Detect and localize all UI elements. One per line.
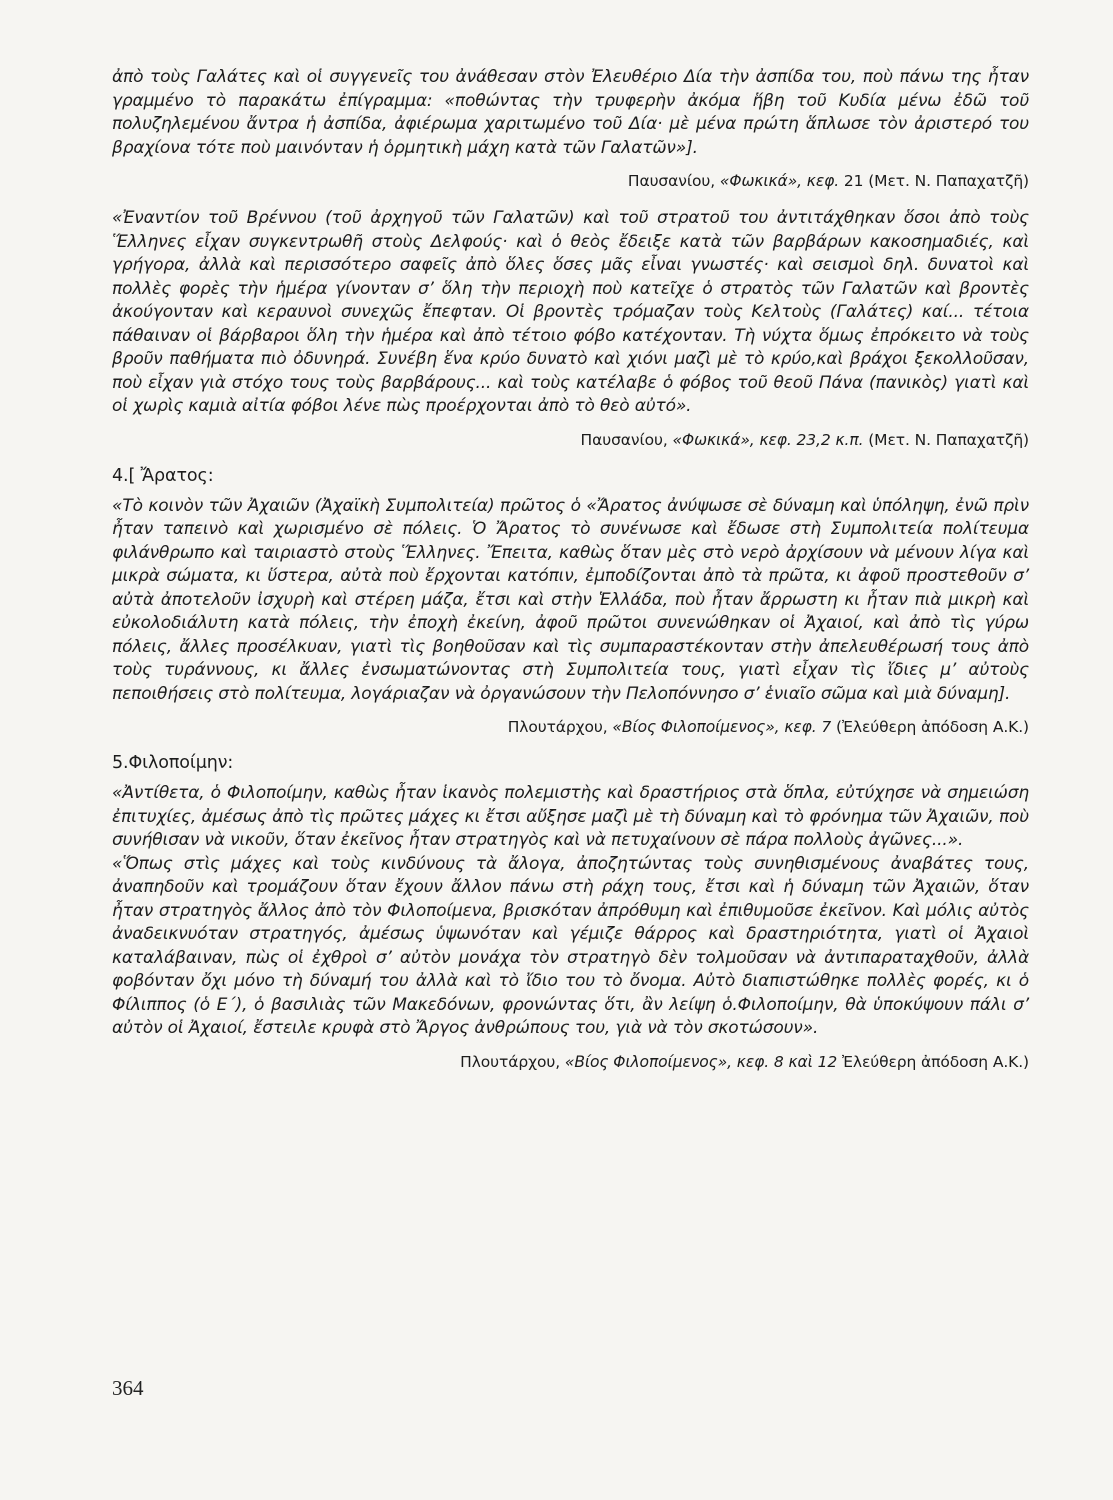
citation-work: «Βίος Φιλοποίμενος», κεφ. 7 (612, 718, 832, 736)
paragraph: «Τὸ κοινὸν τῶν Ἀχαιῶν (Ἀχαϊκὴ Συμπολιτεία) πρῶτος ὁ «Ἄρατος ἀνύψωσε σὲ δύναμη καὶ ὑπόληψη, ἐνῶ πρὶν ἦταν ταπεινὸ καὶ χωρισμένο σὲ πόλεις. Ὁ Ἄρατος τὸ συνένωσε καὶ ἔδωσε στὴ Συμπολιτεία πολίτευμα φιλάνθρωπο καὶ ταιριαστὸ στοὺς Ἕλληνες. Ἔπειτα, καθὼς ὅταν μὲς στὸ νερὸ ἀρχίσουν νὰ μένουν λίγα καὶ μικρὰ σώματα, κι ὕστερα, αὐτὰ ποὺ ἔρχονται κατόπιν, ἐμποδίζονται ἀπὸ τὰ πρῶτα, κι ἀφοῦ προστεθοῦν σ’ αὐτὰ ἀποτελοῦν ἰσχυρὴ καὶ στέρεη μάζα, ἔτσι καὶ στὴν Ἑλλάδα, ποὺ ἦταν ἄρρωστη κι ἦταν πιὰ μικρὴ καὶ εὐκολοδιάλυτη κατὰ πόλεις, τὴν ἐποχὴ ἐκείνη, ἀφοῦ πρῶτοι συνενώθηκαν οἱ Ἀχαιοί, καὶ ἀπὸ τὶς γύρω πόλεις, ἄλλες προσέλκυαν, γιατὶ τὶς βοηθοῦσαν καὶ τὶς συμπαραστέκονταν στὴν ἀπελευθέρωσή τους ἀπὸ τοὺς τυράννους, κι ἄλλες ἐνσωματώνοντας στὴ Συμπολιτεία τους, γιατὶ εἶχαν τὶς ἴδιες μ’ αὐτοὺς πεποιθήσεις στὸ πολίτευμα, λογάριαζαν νὰ ὀργανώσουν τὴν Πελοπόννησο σ’ ἑνιαῖο σῶμα καὶ μιὰ δύναμη]. (112, 495, 1029, 704)
section-4 (112, 753, 1029, 1071)
citation (112, 431, 1029, 449)
page-body (112, 66, 1029, 1088)
citation-translator: 21 (Μετ. Ν. Παπαχατζῆ) (839, 172, 1029, 190)
citation (112, 172, 1029, 190)
paragraph: «Ἐναντίον τοῦ Βρέννου (τοῦ ἀρχηγοῦ τῶν Γαλατῶν) καὶ τοῦ στρατοῦ του ἀντιτάχθηκαν ὅσοι ἀπὸ τοὺς Ἕλληνες εἶχαν συγκεντρωθῆ στοὺς Δελφούς· καὶ ὁ θεὸς ἔδειξε κατὰ τῶν βαρβάρων κακοσημαδιές, καὶ γρήγορα, ἀλλὰ καὶ περισσότερο σαφεῖς ἀπὸ ὅλες ὅσες μᾶς εἶναι γνωστές· καὶ σεισμοὶ δηλ. δυνατοὶ καὶ πολλὲς φορὲς τὴν ἡμέρα γίνονταν σ’ ὅλη τὴν περιοχὴ ποὺ κατεῖχε ὁ στρατὸς τῶν Γαλατῶν καὶ βροντὲς ἀκούγονταν καὶ κεραυνοὶ συνεχῶς ἔπεφταν. Οἱ βροντὲς τρόμαζαν τοὺς Κελτοὺς (Γαλάτες) καί... τέτοια πάθαιναν οἱ βάρβαροι ὅλη τὴν ἡμέρα καὶ ἀπὸ τέτοιο φόβο κατέχονταν. Τὴ νύχτα ὅμως ἐπρόκειτο νὰ τοὺς βροῦν παθήματα πιὸ ὀδυνηρά. Συνέβη ἕνα κρύο δυνατὸ καὶ χιόνι μαζὶ μὲ τὸ κρύο,καὶ βράχοι ξεκολλοῦσαν, ποὺ εἶχαν γιὰ στόχο τους τοὺς βαρβάρους... καὶ τοὺς κατέλαβε ὁ φόβος τοῦ θεοῦ Πάνα (πανικὸς) γιατὶ καὶ οἱ χωρὶς καμιὰ αἰτία φόβοι λένε πὼς προέρχονται ἀπὸ τὸ θεὸ αὐτό». (112, 208, 1029, 416)
section-heading: 4.[ Ἄρατος: (112, 465, 214, 486)
citation-author: Πλουτάρχου, (507, 718, 613, 736)
citation (112, 1053, 1029, 1071)
citation (112, 718, 1029, 736)
citation-translator: (Μετ. Ν. Παπαχατζῆ) (863, 430, 1029, 449)
citation-author: Παυσανίου, (580, 430, 673, 449)
page-number: 364 (112, 1376, 144, 1400)
paragraph: «Ὅπως στὶς μάχες καὶ τοὺς κινδύνους τὰ ἄλογα, ἀποζητώντας τοὺς συνηθισμένους ἀναβάτες τους, ἀναπηδοῦν καὶ τρομάζουν ὅταν ἔχουν ἄλλον πάνω στὴ ράχη τους, ἔτσι καὶ ἡ δύναμη τῶν Ἀχαιῶν, ὅταν ἦταν στρατηγὸς ἄλλος ἀπὸ τὸν Φιλοποίμενα, βρισκόταν ἀπρόθυμη καὶ ἐπιθυμοῦσε ἐκεῖνον. Καὶ μόλις αὐτὸς ἀναδεικνυόταν στρατηγός, ἀμέσως ὑψωνόταν καὶ γέμιζε θάρρος καὶ δραστηριότητα, γιατὶ οἱ Ἀχαιοὶ καταλάβαιναν, πὼς οἱ ἐχθροὶ σ’ αὐτὸν μονάχα τὸν στρατηγὸ δὲν τολμοῦσαν νὰ ἀντιπαραταχθοῦν, ἀλλὰ φοβόνταν ὄχι μόνο τὴ δύναμή του ἀλλὰ καὶ τὸ ἴδιο του τὸ ὄνομα. Αὐτὸ διαπιστώθηκε πολλὲς φορές, κι ὁ Φίλιππος (ὁ Ε΄), ὁ βασιλιὰς τῶν Μακεδόνων, φρονώντας ὅτι, ἂν λείψη ὁ.Φιλοποίμην, θὰ ὑποκύψουν πάλι σ’ αὐτὸν οἱ Ἀχαιοί, ἔστειλε κρυφὰ στὸ Ἄργος ἀνθρώπους του, γιὰ νὰ τὸν σκοτώσουν». (112, 853, 1029, 1038)
citation-author: Παυσανίου, (627, 172, 720, 190)
citation-work: «Βίος Φιλοποίμενος», κεφ. 8 καὶ 12 (564, 1052, 838, 1071)
section-1 (112, 66, 1029, 190)
paragraph: «Ἀντίθετα, ὁ Φιλοποίμην, καθὼς ἦταν ἱκανὸς πολεμιστὴς καὶ δραστήριος στὰ ὅπλα, εὐτύχησε νὰ σημειώση ἐπιτυχίες, ἀμέσως ἀπὸ τὶς πρῶτες μάχες κι ἔτσι αὔξησε μαζὶ μὲ τὴ δύναμη καὶ τὸ φρόνημα τῶν Ἀχαιῶν, ποὺ συνήθισαν νὰ νικοῦν, ὅταν ἐκεῖνος ἦταν στρατηγὸς καὶ νὰ πετυχαίνουν σὲ πάρα πολλοὺς ἀγῶνες...». (112, 783, 1029, 850)
citation-work: «Φωκικά», κεφ. (719, 172, 840, 190)
citation-translator: (Ἐλεύθερη ἀπόδοση Α.Κ.) (831, 718, 1029, 736)
paragraph: ἀπὸ τοὺς Γαλάτες καὶ οἱ συγγενεῖς του ἀνάθεσαν στὸν Ἐλευθέριο Δία τὴν ἀσπίδα του, ποὺ πάνω της ἦταν γραμμένο τὸ παρακάτω ἐπίγραμμα: «ποθώντας τὴν τρυφερὴν ἀκόμα ἥβη τοῦ Κυδία μένω ἐδῶ τοῦ πολυζηλεμένου ἄντρα ἡ ἀσπίδα, ἀφιέρωμα χαριτωμένο τοῦ Δία· μὲ μένα πρώτη ἅπλωσε τὸν ἀριστερό του βραχίονα τότε ποὺ μαινόνταν ἡ ὁρμητικὴ μάχη κατὰ τῶν Γαλατῶν»]. (112, 67, 1029, 158)
section-heading: 5.Φιλοποίμην: (112, 753, 234, 773)
citation-work: «Φωκικά», κεφ. 23,2 κ.π. (672, 430, 864, 449)
section-2 (112, 207, 1029, 449)
citation-author: Πλουτάρχου, (460, 1052, 565, 1071)
section-3 (112, 466, 1029, 737)
citation-translator: Ἐλεύθερη ἀπόδοση Α.Κ.) (837, 1052, 1029, 1071)
